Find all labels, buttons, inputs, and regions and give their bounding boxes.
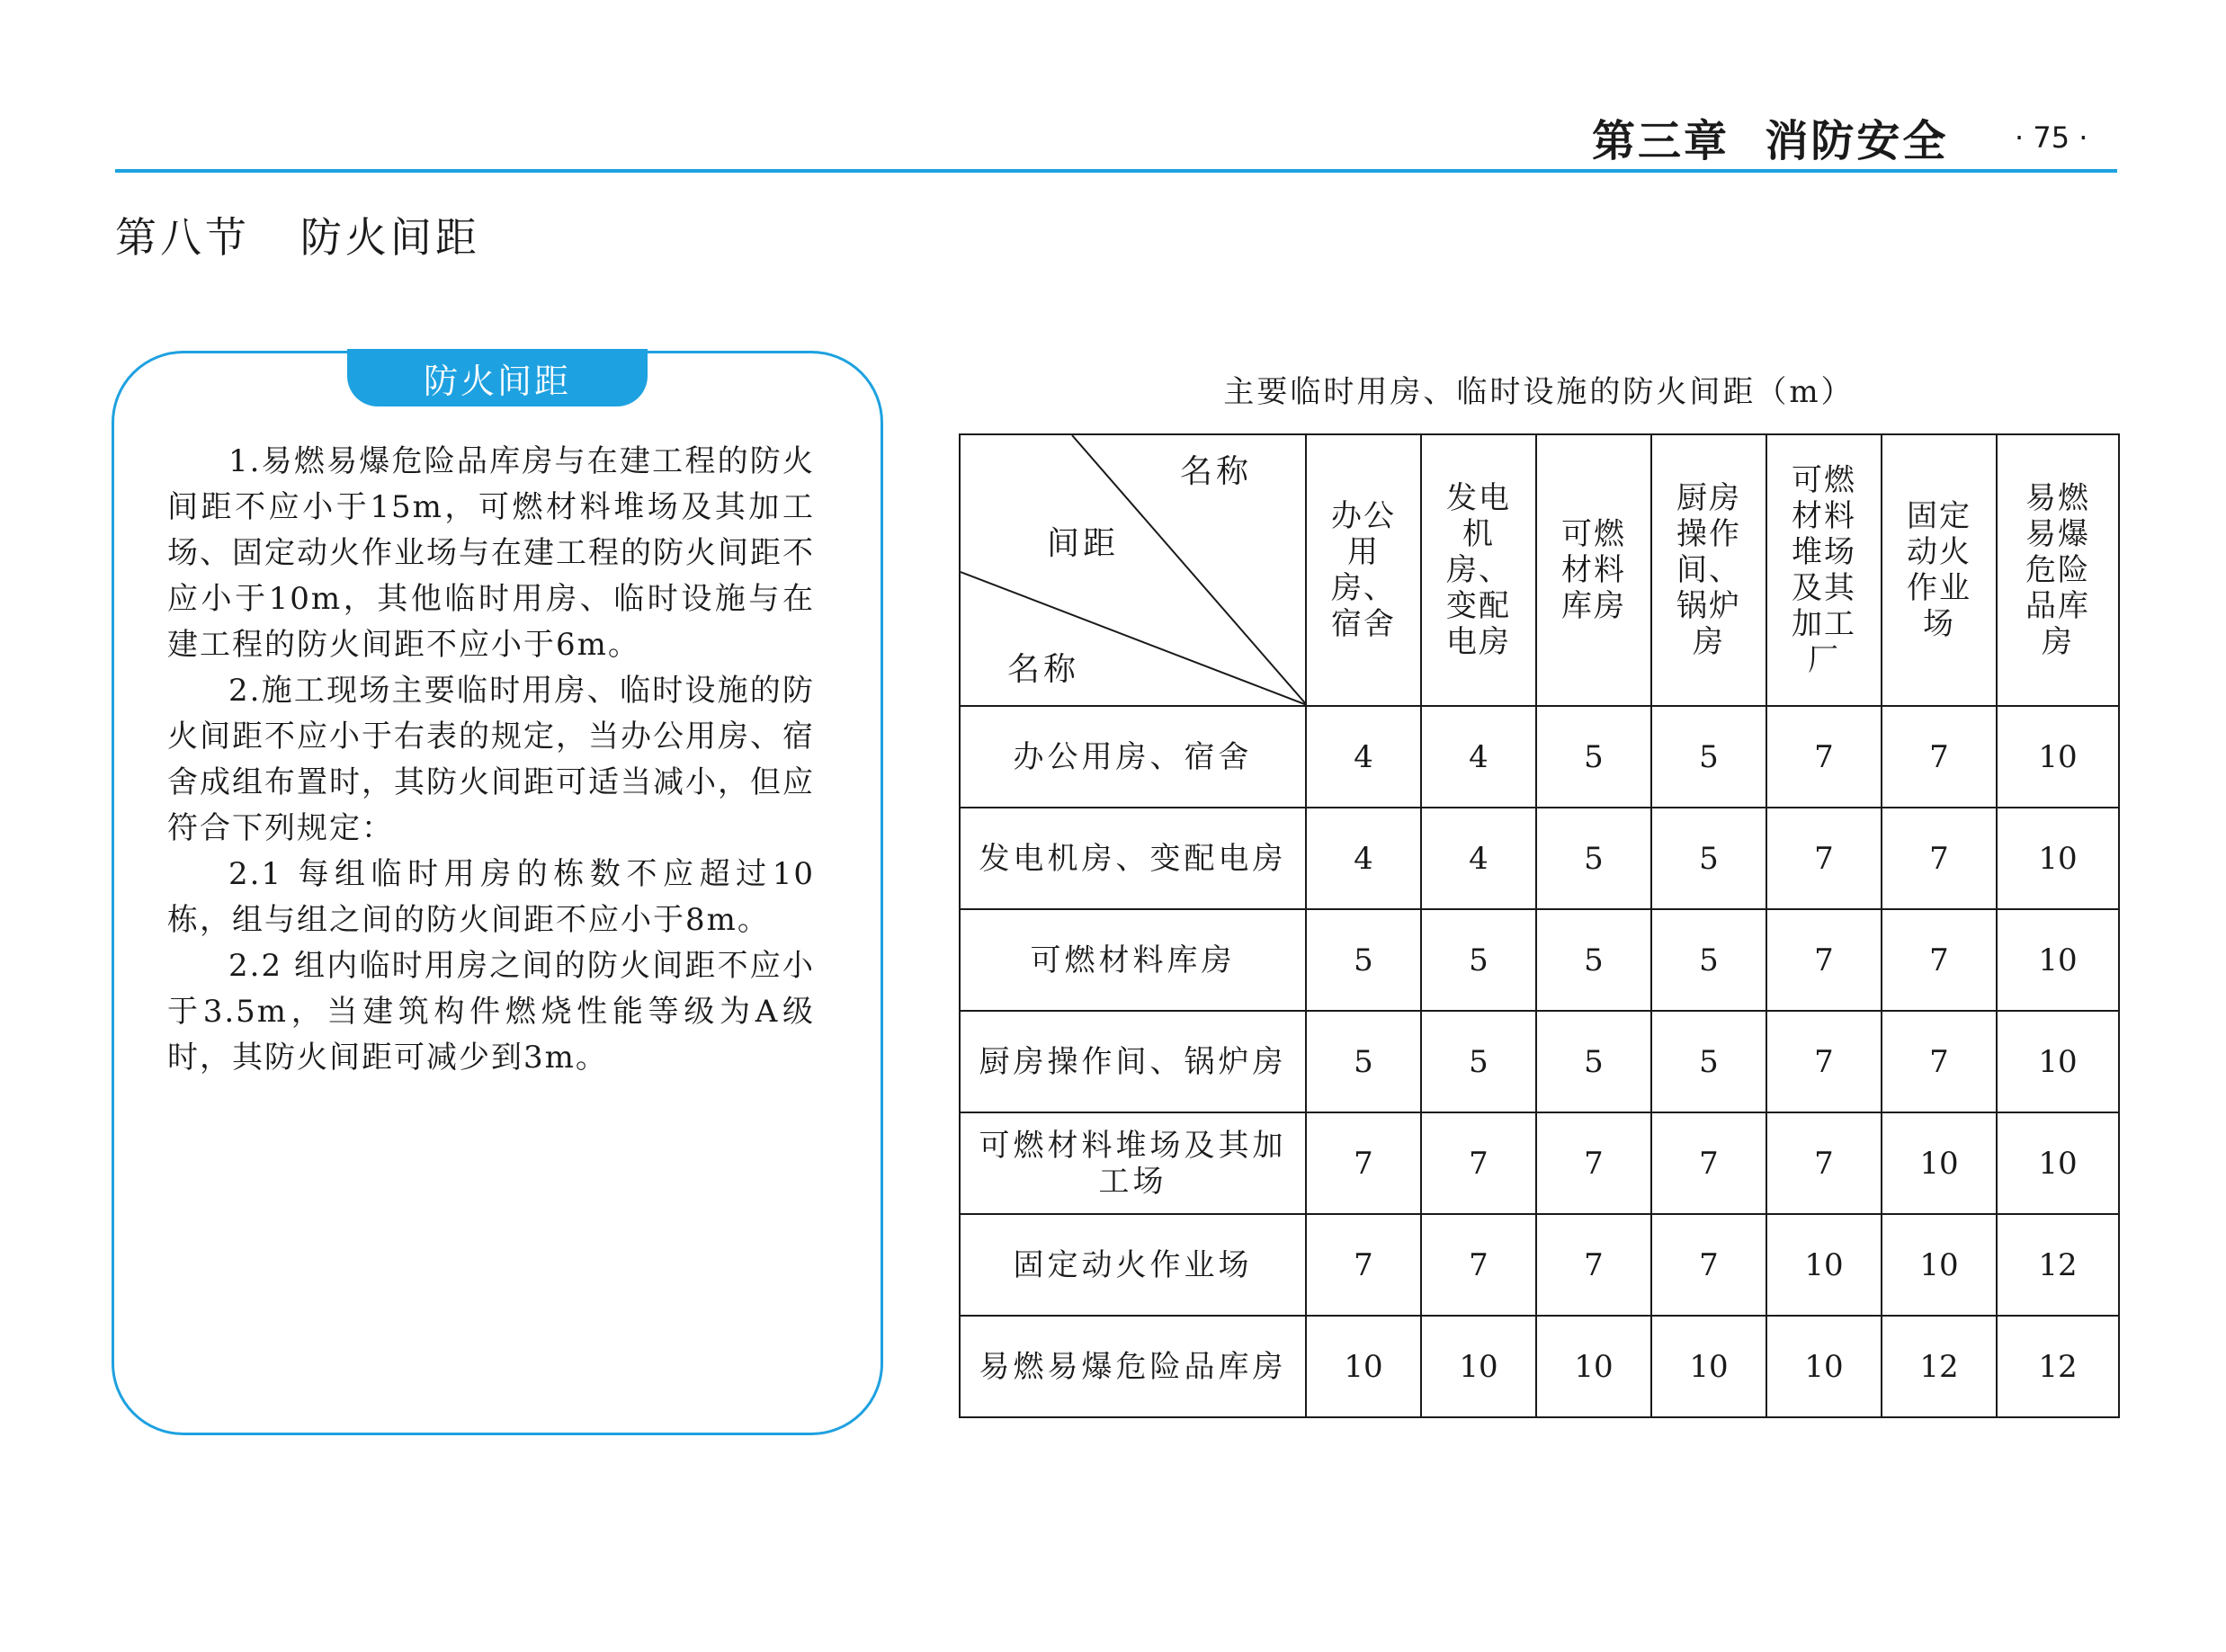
table-caption: 主要临时用房、临时设施的防火间距（m） bbox=[1223, 374, 1855, 410]
paragraph-1: 1.易燃易爆危险品库房与在建工程的防火间距不应小于15m，可燃材料堆场及其加工场、固定动火作业场与在建工程的防火间距不应小于10m，其他临时用房、临时设施与在建工程的防火间距不应小于6m。 bbox=[167, 443, 815, 663]
table-cell: 12 bbox=[1997, 1316, 2119, 1417]
paragraph-3: 2.1 每组临时用房的栋数不应超过10栋，组与组之间的防火间距不应小于8m。 bbox=[167, 856, 815, 938]
table-row bbox=[960, 706, 2119, 808]
row-header: 易燃易爆危险品库房 bbox=[960, 1316, 1306, 1417]
table-cell: 10 bbox=[1766, 1214, 1882, 1316]
section-title: 第八节 防火间距 bbox=[115, 213, 480, 262]
table-cell: 7 bbox=[1882, 1011, 1997, 1112]
row-header: 可燃材料库房 bbox=[960, 909, 1306, 1011]
header-rule bbox=[115, 169, 2117, 173]
table-cell: 7 bbox=[1651, 1214, 1766, 1316]
table-cell: 10 bbox=[1882, 1112, 1997, 1214]
column-header-label: 易燃易爆危险品库房 bbox=[2025, 480, 2090, 660]
table-cell: 4 bbox=[1421, 808, 1536, 909]
column-header-label: 厨房操作间、锅炉房 bbox=[1676, 480, 1741, 660]
table-cell: 10 bbox=[1306, 1316, 1421, 1417]
table-cell: 7 bbox=[1882, 706, 1997, 808]
table-row bbox=[960, 808, 2119, 909]
info-box-tab: 防火间距 bbox=[347, 349, 648, 406]
table-cell: 7 bbox=[1766, 706, 1882, 808]
table-cell: 12 bbox=[1882, 1316, 1997, 1417]
table-cell: 5 bbox=[1536, 706, 1651, 808]
table-cell: 5 bbox=[1536, 808, 1651, 909]
column-header bbox=[1766, 434, 1882, 706]
table-cell: 7 bbox=[1766, 909, 1882, 1011]
table-cell: 7 bbox=[1766, 1011, 1882, 1112]
table-cell: 7 bbox=[1536, 1214, 1651, 1316]
corner-label-middle: 间距 bbox=[1047, 525, 1120, 562]
table-cell: 10 bbox=[1997, 706, 2119, 808]
table-cell: 7 bbox=[1766, 808, 1882, 909]
table-row bbox=[960, 909, 2119, 1011]
column-header bbox=[1421, 434, 1536, 706]
table-cell: 10 bbox=[1882, 1214, 1997, 1316]
table-cell: 10 bbox=[1651, 1316, 1766, 1417]
table-cell: 7 bbox=[1421, 1112, 1536, 1214]
table-cell: 5 bbox=[1651, 909, 1766, 1011]
table-cell: 10 bbox=[1997, 1112, 2119, 1214]
paragraph-2: 2.施工现场主要临时用房、临时设施的防火间距不应小于右表的规定，当办公用房、宿舍成组布置时，其防火间距可适当减小，但应符合下列规定： bbox=[167, 673, 815, 846]
row-header: 固定动火作业场 bbox=[960, 1214, 1306, 1316]
table-cell: 10 bbox=[1997, 909, 2119, 1011]
column-header bbox=[1536, 434, 1651, 706]
column-header-label: 办公用房、宿舍 bbox=[1331, 498, 1396, 642]
table-row bbox=[960, 1316, 2119, 1417]
table-row bbox=[960, 1011, 2119, 1112]
row-header: 发电机房、变配电房 bbox=[960, 808, 1306, 909]
row-header: 办公用房、宿舍 bbox=[960, 706, 1306, 808]
table-cell: 7 bbox=[1766, 1112, 1882, 1214]
table-cell: 5 bbox=[1421, 909, 1536, 1011]
table-cell: 5 bbox=[1651, 808, 1766, 909]
column-header-label: 固定动火作业场 bbox=[1907, 498, 1971, 642]
chapter-title: 第三章 消防安全 bbox=[1592, 116, 1949, 166]
table-cell: 7 bbox=[1536, 1112, 1651, 1214]
table-row bbox=[960, 1112, 2119, 1214]
table-cell: 4 bbox=[1421, 706, 1536, 808]
table-cell: 7 bbox=[1306, 1112, 1421, 1214]
column-header bbox=[1997, 434, 2119, 706]
column-header bbox=[1882, 434, 1997, 706]
row-header: 厨房操作间、锅炉房 bbox=[960, 1011, 1306, 1112]
table-cell: 5 bbox=[1421, 1011, 1536, 1112]
table-cell: 5 bbox=[1306, 909, 1421, 1011]
fire-distance-table bbox=[959, 433, 2120, 1418]
table-header-row bbox=[960, 434, 2119, 706]
table-cell: 4 bbox=[1306, 706, 1421, 808]
paragraph-4: 2.2 组内临时用房之间的防火间距不应小于3.5m，当建筑构件燃烧性能等级为A级时，其防火间距可减少到3m。 bbox=[167, 948, 815, 1076]
corner-label-top: 名称 bbox=[1180, 453, 1253, 490]
column-header bbox=[1651, 434, 1766, 706]
table-cell: 5 bbox=[1536, 909, 1651, 1011]
table-cell: 10 bbox=[1536, 1316, 1651, 1417]
table-cell: 10 bbox=[1997, 1011, 2119, 1112]
table-row bbox=[960, 1214, 2119, 1316]
table-cell: 7 bbox=[1651, 1112, 1766, 1214]
table-cell: 5 bbox=[1306, 1011, 1421, 1112]
table-cell: 12 bbox=[1997, 1214, 2119, 1316]
info-box-text bbox=[167, 439, 815, 1081]
column-header-label: 可燃材料库房 bbox=[1561, 516, 1626, 624]
table-cell: 10 bbox=[1997, 808, 2119, 909]
corner-label-bottom: 名称 bbox=[1007, 651, 1080, 688]
table-cell: 5 bbox=[1651, 706, 1766, 808]
page-number: · 75 · bbox=[2015, 121, 2088, 155]
table-cell: 5 bbox=[1651, 1011, 1766, 1112]
table-cell: 10 bbox=[1766, 1316, 1882, 1417]
table-cell: 7 bbox=[1882, 808, 1997, 909]
column-header-label: 发电机房、变配电房 bbox=[1446, 480, 1511, 660]
table-cell: 10 bbox=[1421, 1316, 1536, 1417]
table-cell: 4 bbox=[1306, 808, 1421, 909]
column-header-label: 可燃材料堆场及其加工厂 bbox=[1792, 462, 1856, 678]
table-cell: 7 bbox=[1306, 1214, 1421, 1316]
table-corner-cell bbox=[960, 434, 1306, 706]
column-header bbox=[1306, 434, 1421, 706]
table-cell: 5 bbox=[1536, 1011, 1651, 1112]
table-cell: 7 bbox=[1421, 1214, 1536, 1316]
row-header: 可燃材料堆场及其加工场 bbox=[960, 1112, 1306, 1214]
table-cell: 7 bbox=[1882, 909, 1997, 1011]
